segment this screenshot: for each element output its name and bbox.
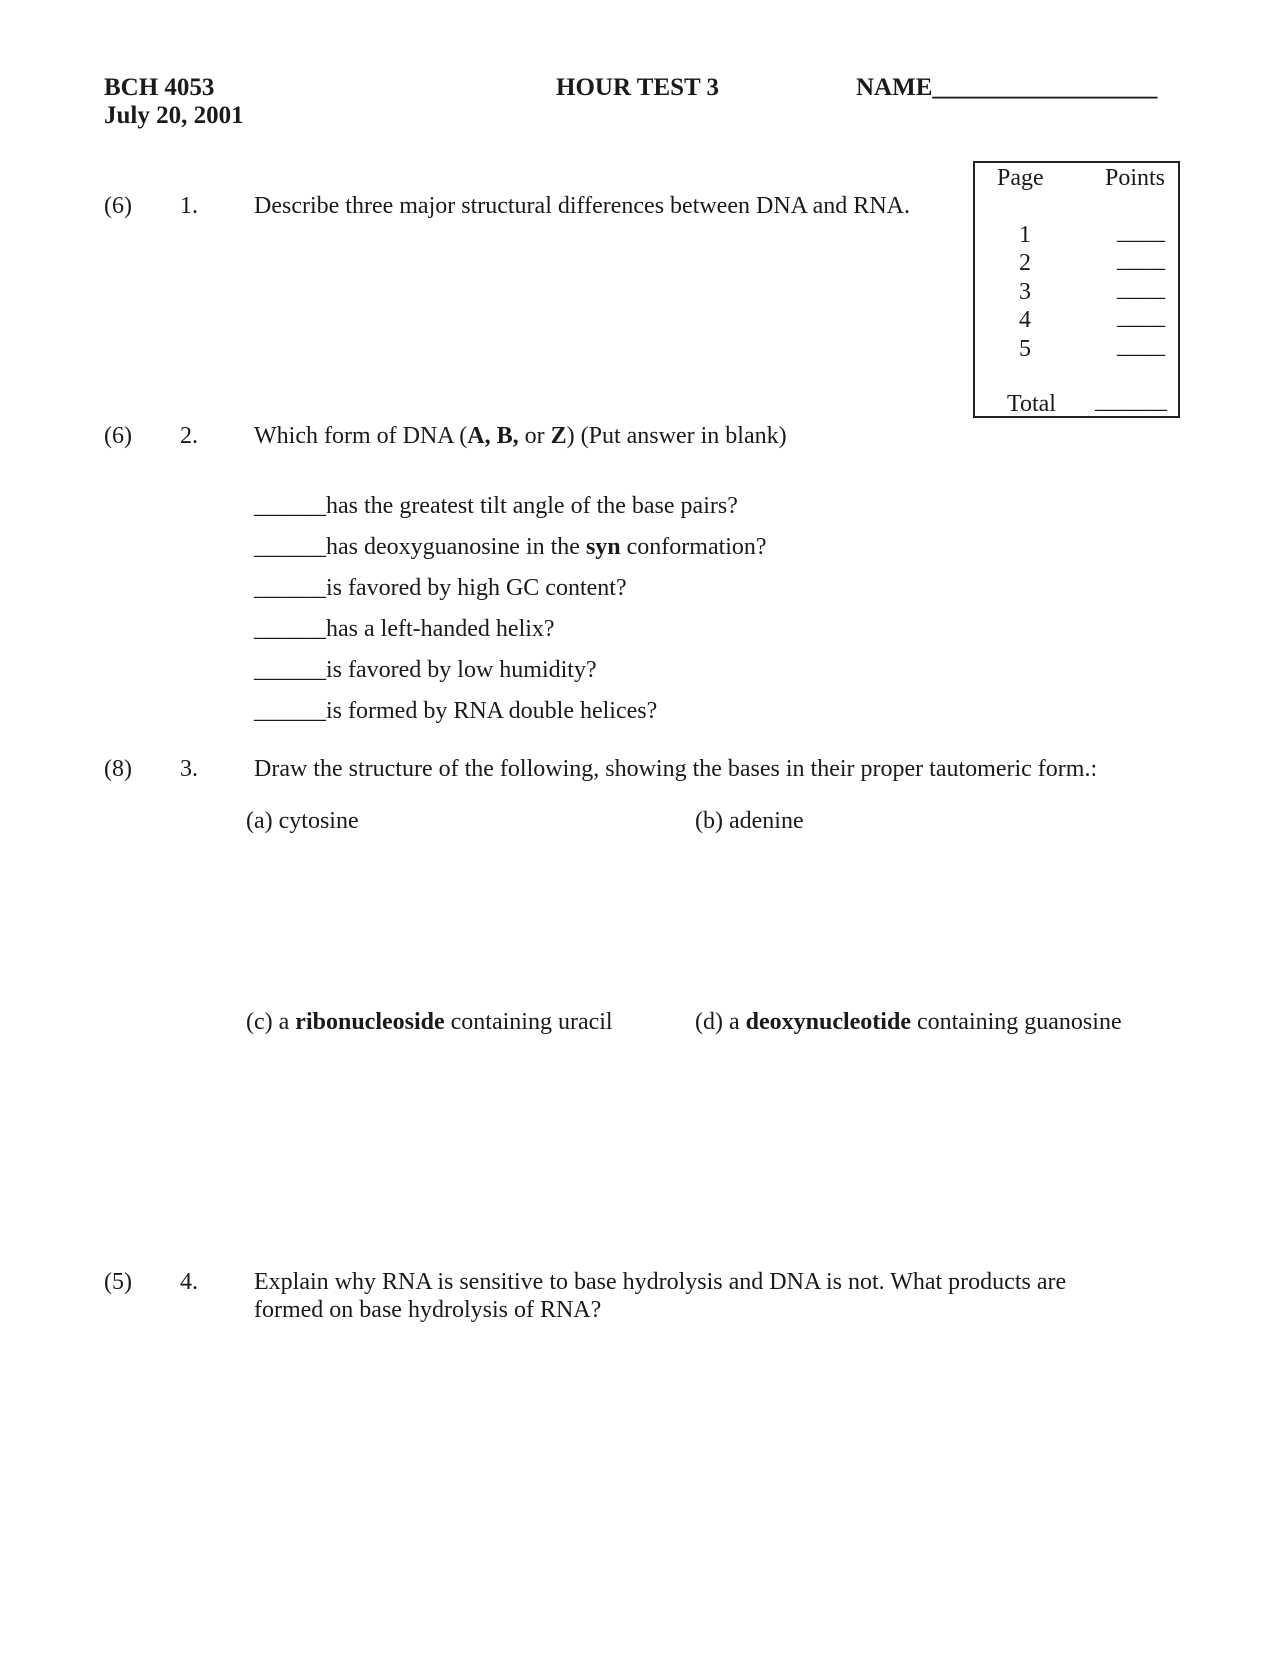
q3-part-a: (a) cytosine xyxy=(246,808,359,834)
q3-part-d: (d) a deoxynucleotide containing guanosine xyxy=(695,1009,1122,1035)
answer-blank[interactable]: ______ xyxy=(254,493,326,519)
score-blank[interactable]: ____ xyxy=(1117,247,1165,273)
q3-points: (8) xyxy=(104,756,132,782)
course-code: BCH 4053 xyxy=(104,74,215,101)
score-blank[interactable]: ____ xyxy=(1117,304,1165,330)
q2-item: ______is formed by RNA double helices? xyxy=(254,698,658,724)
score-page: 4 xyxy=(1019,307,1031,333)
q2-item: ______has deoxyguanosine in the syn conformation? xyxy=(254,534,767,560)
q4-text-line2: formed on base hydrolysis of RNA? xyxy=(254,1297,602,1323)
answer-blank[interactable]: ______ xyxy=(254,698,326,724)
q2-item: ______has a left-handed helix? xyxy=(254,616,555,642)
q3-text: Draw the structure of the following, showing the bases in their proper tautomeric form.: xyxy=(254,756,1098,782)
name-field[interactable]: NAME__________________ xyxy=(856,74,1158,101)
q2-item: ______has the greatest tilt angle of the base pairs? xyxy=(254,493,738,519)
answer-blank[interactable]: ______ xyxy=(254,657,326,683)
answer-blank[interactable]: ______ xyxy=(254,534,326,560)
q2-item: ______is favored by low humidity? xyxy=(254,657,597,683)
q1-text: Describe three major structural differences between DNA and RNA. xyxy=(254,193,910,219)
q4-number: 4. xyxy=(180,1269,198,1295)
q3-part-c: (c) a ribonucleoside containing uracil xyxy=(246,1009,613,1035)
q2-text: Which form of DNA (A, B, or Z) (Put answer in blank) xyxy=(254,423,787,449)
score-page: 5 xyxy=(1019,336,1031,362)
q4-points: (5) xyxy=(104,1269,132,1295)
q3-part-b: (b) adenine xyxy=(695,808,804,834)
score-page: 2 xyxy=(1019,250,1031,276)
score-blank[interactable]: ____ xyxy=(1117,219,1165,245)
score-total-blank[interactable]: ______ xyxy=(1095,388,1167,414)
score-total-label: Total xyxy=(1007,391,1056,417)
exam-date: July 20, 2001 xyxy=(104,102,244,129)
q1-points: (6) xyxy=(104,193,132,219)
q2-number: 2. xyxy=(180,423,198,449)
q2-points: (6) xyxy=(104,423,132,449)
score-blank[interactable]: ____ xyxy=(1117,333,1165,359)
score-col-points: Points xyxy=(1105,165,1166,191)
score-page: 1 xyxy=(1019,222,1031,248)
q1-number: 1. xyxy=(180,193,198,219)
exam-title: HOUR TEST 3 xyxy=(556,74,720,101)
score-blank[interactable]: ____ xyxy=(1117,276,1165,302)
answer-blank[interactable]: ______ xyxy=(254,575,326,601)
q3-number: 3. xyxy=(180,756,198,782)
score-col-page: Page xyxy=(997,165,1044,191)
score-page: 3 xyxy=(1019,279,1031,305)
answer-blank[interactable]: ______ xyxy=(254,616,326,642)
q2-item: ______is favored by high GC content? xyxy=(254,575,627,601)
q4-text-line1: Explain why RNA is sensitive to base hydrolysis and DNA is not. What products are xyxy=(254,1269,1067,1295)
score-table xyxy=(973,161,1180,418)
